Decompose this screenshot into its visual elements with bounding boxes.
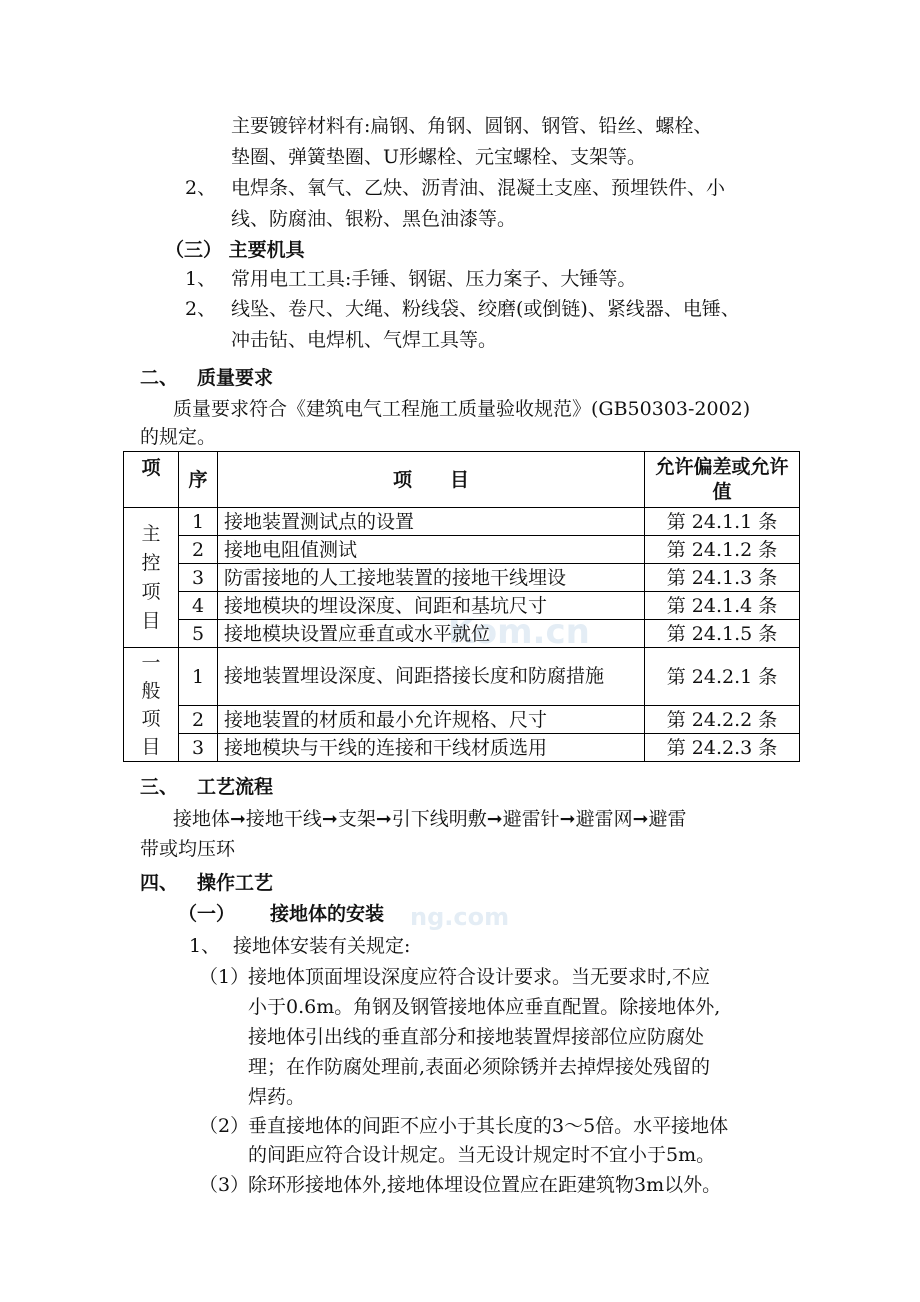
row-value: 第 24.2.3 条 xyxy=(645,734,800,762)
section-number: 四、 xyxy=(140,872,179,894)
table-header-row xyxy=(124,452,800,508)
list-number: 1、 xyxy=(185,268,217,290)
item-number: （2） xyxy=(199,1115,250,1137)
row-item: 接地装置埋设深度、间距搭接长度和防腐措施 xyxy=(218,648,645,706)
list-number: 2、 xyxy=(185,177,217,199)
row-value: 第 24.2.1 条 xyxy=(645,648,800,706)
text-line: 垫圈、弹簧垫圈、U形螺栓、元宝螺栓、支架等。 xyxy=(231,146,647,168)
row-seq: 3 xyxy=(179,734,218,762)
quality-table xyxy=(123,451,800,762)
table-row xyxy=(124,536,800,564)
row-item: 接地电阻值测试 xyxy=(218,536,645,564)
watermark-text: ng.com xyxy=(410,903,510,931)
watermark-text: Kom.cn xyxy=(448,612,590,652)
row-item: 接地装置测试点的设置 xyxy=(218,508,645,536)
process-flow: 带或均压环 xyxy=(140,838,236,860)
row-value: 第 24.1.3 条 xyxy=(645,564,800,592)
list-number: 2、 xyxy=(185,298,217,320)
text-line: 冲击钻、电焊机、气焊工具等。 xyxy=(231,329,498,351)
text-line: 电焊条、氧气、乙炔、沥青油、混凝土支座、预埋铁件、小 xyxy=(231,177,726,199)
text-line: 质量要求符合《建筑电气工程施工质量验收规范》(GB50303-2002) xyxy=(173,398,751,420)
list-number: 1、 xyxy=(189,935,221,957)
text-line: 的间距应符合设计规定。当无设计规定时不宜小于5m。 xyxy=(248,1144,716,1166)
text-line: 线、防腐油、银粉、黑色油漆等。 xyxy=(231,208,517,230)
item-number: （1） xyxy=(199,966,250,988)
row-item: 防雷接地的人工接地装置的接地干线埋设 xyxy=(218,564,645,592)
text-line: 线坠、卷尺、大绳、粉线袋、绞磨(或倒链)、紧线器、电锤、 xyxy=(231,298,740,320)
row-value: 第 24.1.5 条 xyxy=(645,620,800,648)
row-item: 接地模块与干线的连接和干线材质选用 xyxy=(218,734,645,762)
row-item: 接地模块设置应垂直或水平就位 xyxy=(218,620,645,648)
header-seq: 序 xyxy=(179,452,218,508)
table-row xyxy=(124,648,800,706)
process-flow: 接地体➞接地干线➞支架➞引下线明敷➞避雷针➞避雷网➞避雷 xyxy=(173,808,687,830)
row-value: 第 24.1.1 条 xyxy=(645,508,800,536)
section-heading: 质量要求 xyxy=(197,367,274,389)
row-seq: 1 xyxy=(179,648,218,706)
subsection-heading: 接地体的安装 xyxy=(270,903,385,925)
section-number: 二、 xyxy=(140,367,179,389)
section-heading: 工艺流程 xyxy=(197,776,274,798)
table-row xyxy=(124,564,800,592)
subsection-number: （一） xyxy=(178,903,236,925)
section-heading: 操作工艺 xyxy=(197,872,274,894)
row-value: 第 24.1.2 条 xyxy=(645,536,800,564)
row-seq: 5 xyxy=(179,620,218,648)
header-allowance: 允许偏差或允许值 xyxy=(645,452,800,508)
header-item: 项 目 xyxy=(218,452,645,508)
text-line: 常用电工工具:手锤、钢锯、压力案子、大锤等。 xyxy=(231,268,637,290)
row-seq: 1 xyxy=(179,508,218,536)
item-number: （3） xyxy=(199,1174,250,1196)
subsection-heading: （三） 主要机具 xyxy=(165,239,305,261)
text-line: 理；在作防腐处理前,表面必须除锈并去掉焊接处残留的 xyxy=(248,1056,711,1078)
table-row xyxy=(124,508,800,536)
row-value: 第 24.1.4 条 xyxy=(645,592,800,620)
text-line: 除环形接地体外,接地体埋设位置应在距建筑物3m以外。 xyxy=(248,1174,722,1196)
text-line: 焊药。 xyxy=(248,1086,306,1108)
text-line: 主要镀锌材料有:扁钢、角钢、圆钢、钢管、铅丝、螺栓、 xyxy=(231,115,713,137)
text-line: 接地体安装有关规定: xyxy=(233,935,411,957)
row-seq: 3 xyxy=(179,564,218,592)
row-seq: 2 xyxy=(179,706,218,734)
row-seq: 4 xyxy=(179,592,218,620)
row-item: 接地模块的埋设深度、间距和基坑尺寸 xyxy=(218,592,645,620)
section-number: 三、 xyxy=(140,776,179,798)
header-category: 项 xyxy=(124,452,179,508)
table-row xyxy=(124,734,800,762)
table-row xyxy=(124,620,800,648)
row-seq: 2 xyxy=(179,536,218,564)
row-item: 接地装置的材质和最小允许规格、尺寸 xyxy=(218,706,645,734)
group-main-control: 主控项目 xyxy=(124,508,179,648)
text-line: 小于0.6m。角钢及钢管接地体应垂直配置。除接地体外, xyxy=(248,996,721,1018)
group-general: 一般项目 xyxy=(124,648,179,762)
text-line: 垂直接地体的间距不应小于其长度的3～5倍。水平接地体 xyxy=(248,1115,729,1137)
text-line: 接地体引出线的垂直部分和接地装置焊接部位应防腐处 xyxy=(248,1026,705,1048)
row-value: 第 24.2.2 条 xyxy=(645,706,800,734)
text-line: 的规定。 xyxy=(140,426,217,448)
table-row xyxy=(124,592,800,620)
text-line: 接地体顶面埋设深度应符合设计要求。当无要求时,不应 xyxy=(248,966,711,988)
table-row xyxy=(124,706,800,734)
